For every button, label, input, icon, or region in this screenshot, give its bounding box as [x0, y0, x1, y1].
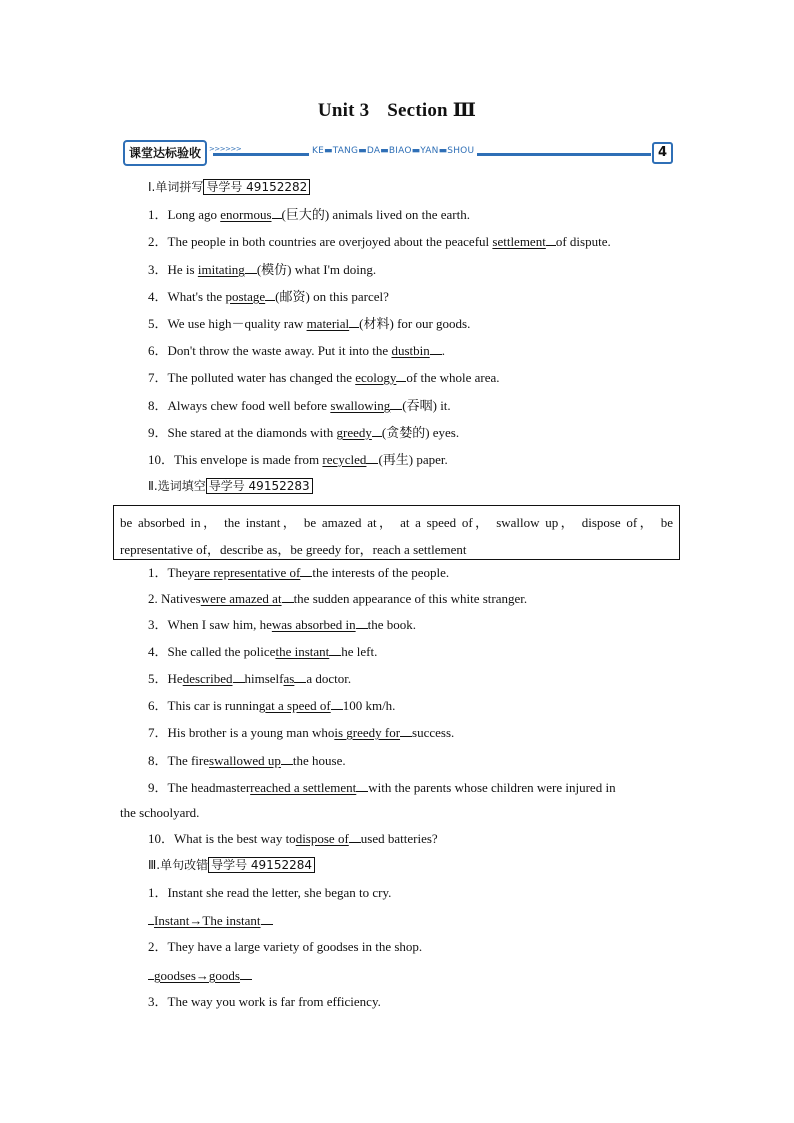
answer: described: [182, 671, 233, 686]
part3-guide-number: 导学号 49152284: [208, 857, 315, 873]
part1-heading-line: [148, 179, 310, 195]
part1-item: 10．This envelope is made from recycled (再生) paper.: [148, 452, 448, 467]
answer: imitating: [197, 262, 245, 277]
banner-badge: 4: [652, 142, 673, 164]
answer-2: as: [283, 671, 295, 686]
part1-heading: Ⅰ.单词拼写: [148, 180, 204, 194]
answer: settlement: [492, 234, 546, 249]
section-banner: [123, 140, 673, 166]
answer: swallowing: [330, 398, 391, 413]
part1-item: 3．He is imitating (模仿) what I'm doing.: [148, 262, 377, 277]
part2-heading-line: [148, 478, 313, 494]
part2-item: 10．What is the best way todispose of used batteries?: [148, 831, 438, 846]
answer: recycled: [322, 452, 367, 467]
part2-item: 2. Nativeswere amazed at the sudden appearance of this white stranger.: [148, 591, 528, 606]
answer: is greedy for: [334, 725, 401, 740]
word-bank-box: be absorbed in， the instant， be amazed at， at a speed of， swallow up， dispose of， be representative of，describe as，be greedy for，reach a settlement: [113, 505, 680, 560]
answer: the instant: [275, 644, 330, 659]
part2-guide-number: 导学号 49152283: [206, 478, 313, 494]
answer: at a speed of: [265, 698, 331, 713]
answer: were amazed at: [200, 591, 282, 606]
part3-item: 1．Instant she read the letter, she began to cry.: [148, 885, 392, 900]
answer: swallowed up: [209, 753, 281, 768]
part2-item: 5．Hedescribed himselfas a doctor.: [148, 671, 352, 686]
answer: dispose of: [295, 831, 349, 846]
part1-item: 7．The polluted water has changed the ecology of the whole area.: [148, 370, 500, 385]
part2-item: 4．She called the policethe instant he left.: [148, 644, 378, 659]
answer: ecology: [355, 370, 397, 385]
answer: enormous: [220, 207, 272, 222]
answer: greedy: [336, 425, 372, 440]
part2-item: 8．The fireswallowed up the house.: [148, 753, 346, 768]
answer: goodses→goods: [154, 968, 240, 983]
part1-item: 4．What's the postage (邮资) on this parcel?: [148, 289, 389, 304]
part2-item: 3．When I saw him, hewas absorbed in the book.: [148, 617, 417, 632]
part3-item: 3．The way you work is far from efficiency.: [148, 994, 381, 1009]
part1-item: 1．Long ago enormous (巨大的) animals lived on the earth.: [148, 207, 470, 222]
banner-pinyin: KE▬TANG▬DA▬BIAO▬YAN▬SHOU: [309, 146, 477, 156]
part2-heading: Ⅱ.选词填空: [148, 479, 206, 493]
part3-correction: [148, 912, 273, 929]
part1-item: 9．She stared at the diamonds with greedy (贪婪的) eyes.: [148, 425, 460, 440]
answer: postage: [225, 289, 266, 304]
part2-item: 6．This car is runningat a speed of 100 km/h.: [148, 698, 396, 713]
title-section: Section Ⅲ: [387, 100, 477, 121]
answer: was absorbed in: [271, 617, 356, 632]
part3-heading: Ⅲ.单句改错: [148, 858, 209, 872]
part3-correction: [148, 967, 252, 984]
part1-item: 2．The people in both countries are overjoyed about the peaceful settlement of dispute.: [148, 234, 611, 249]
part1-item: 8．Always chew food well before swallowing (吞咽) it.: [148, 398, 451, 413]
title-unit: Unit 3: [317, 100, 370, 121]
part2-item: 7．His brother is a young man whois greedy for success.: [148, 725, 455, 740]
answer: are representative of: [194, 565, 301, 580]
part1-guide-number: 导学号 49152282: [203, 179, 310, 195]
part2-item: 9．The headmasterreached a settlement with the parents whose children were injured in: [148, 780, 616, 795]
answer: dustbin: [391, 343, 430, 358]
answer: Instant→The instant: [154, 913, 261, 928]
answer: reached a settlement: [250, 780, 357, 795]
banner-arrows: >>>>>>: [209, 145, 242, 153]
part1-item: 5．We use high－quality raw material (材料) for our goods.: [148, 316, 471, 331]
part2-item: 1．Theyare representative of the interests of the people.: [148, 565, 450, 580]
part2-item-continued: the schoolyard.: [120, 805, 200, 820]
answer: material: [306, 316, 350, 331]
page-title: [0, 99, 794, 122]
part3-item: 2．They have a large variety of goodses in the shop.: [148, 939, 423, 954]
part1-item: 6．Don't throw the waste away. Put it into the dustbin .: [148, 343, 445, 358]
banner-label: 课堂达标验收: [123, 140, 207, 166]
part3-heading-line: [148, 857, 315, 873]
